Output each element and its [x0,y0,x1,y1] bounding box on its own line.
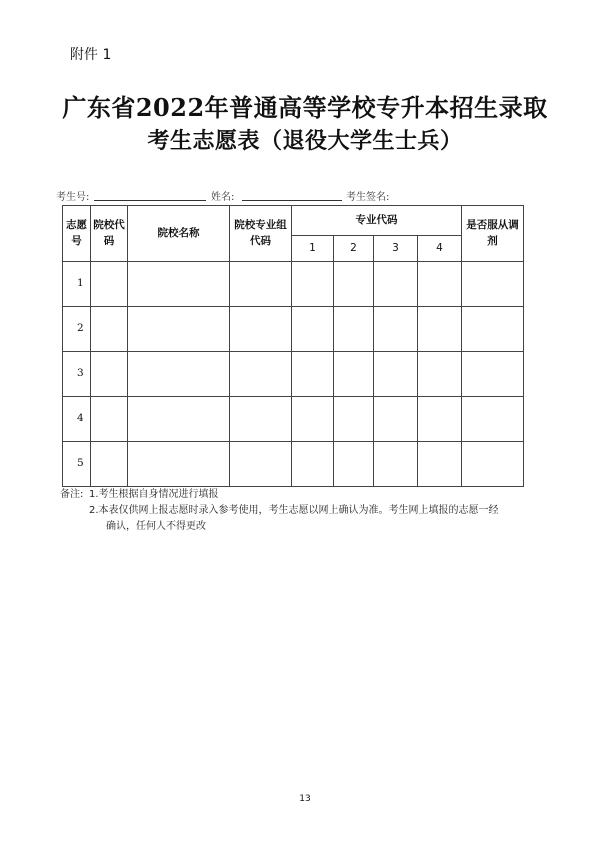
major-code-3-cell[interactable] [374,397,418,442]
school-code-cell[interactable] [91,397,128,442]
row-number: 3 [63,352,91,397]
major-code-4-cell[interactable] [418,397,462,442]
major-group-code-cell[interactable] [230,397,292,442]
note-item-2-line-2: 确认，任何人不得更改 [106,521,206,532]
major-code-1-cell[interactable] [292,397,334,442]
header-adjust: 是否服从调剂 [462,206,524,262]
school-name-cell[interactable] [128,307,230,352]
name-label: 姓名: [211,192,235,203]
exam-no-field[interactable] [94,200,206,201]
header-school-name: 院校名称 [128,206,230,262]
page-number: 13 [299,794,311,804]
notes-label: 备注: [60,489,84,500]
school-name-cell[interactable] [128,352,230,397]
title-line-1: 广东省2022年普通高等学校专升本招生录取 [62,93,548,122]
major-code-3-cell[interactable] [374,307,418,352]
table-row [63,442,524,487]
header-major-sub-3: 3 [374,236,418,262]
table-row [63,397,524,442]
major-code-1-cell[interactable] [292,442,334,487]
major-code-1-cell[interactable] [292,307,334,352]
major-group-code-cell[interactable] [230,307,292,352]
major-code-3-cell[interactable] [374,262,418,307]
major-code-2-cell[interactable] [334,262,374,307]
major-code-3-cell[interactable] [374,442,418,487]
row-number: 2 [63,307,91,352]
adjust-cell[interactable] [462,262,524,307]
signature-label: 考生签名: [346,192,390,203]
major-group-code-cell[interactable] [230,262,292,307]
header-major-sub-1: 1 [292,236,334,262]
major-code-4-cell[interactable] [418,442,462,487]
school-name-cell[interactable] [128,397,230,442]
major-code-2-cell[interactable] [334,442,374,487]
major-code-1-cell[interactable] [292,352,334,397]
school-code-cell[interactable] [91,442,128,487]
header-choice-no: 志愿号 [63,206,91,262]
school-code-cell[interactable] [91,352,128,397]
major-code-3-cell[interactable] [374,352,418,397]
school-code-cell[interactable] [91,262,128,307]
school-name-cell[interactable] [128,262,230,307]
major-group-code-cell[interactable] [230,352,292,397]
application-form-table [62,205,524,487]
major-code-4-cell[interactable] [418,352,462,397]
exam-no-label: 考生号: [56,192,90,203]
note-item-2-line-1: 2.本表仅供网上报志愿时录入参考使用，考生志愿以网上确认为准。考生网上填报的志愿一经 [89,505,499,516]
major-code-1-cell[interactable] [292,262,334,307]
applicant-info-row [56,188,556,204]
row-number: 5 [63,442,91,487]
row-number: 4 [63,397,91,442]
major-code-4-cell[interactable] [418,307,462,352]
header-school-code: 院校代码 [91,206,128,262]
title-line-2: 考生志愿表（退役大学生士兵） [147,128,463,154]
adjust-cell[interactable] [462,307,524,352]
table-row [63,262,524,307]
school-name-cell[interactable] [128,442,230,487]
attachment-label: 附件 1 [70,47,112,63]
name-field[interactable] [242,200,342,201]
school-code-cell[interactable] [91,307,128,352]
major-code-2-cell[interactable] [334,352,374,397]
adjust-cell[interactable] [462,352,524,397]
table-row [63,352,524,397]
header-major-code: 专业代码 [292,206,462,236]
note-item-1: 1.考生根据自身情况进行填报 [89,489,219,500]
major-group-code-cell[interactable] [230,442,292,487]
adjust-cell[interactable] [462,397,524,442]
major-code-2-cell[interactable] [334,397,374,442]
major-code-4-cell[interactable] [418,262,462,307]
major-code-2-cell[interactable] [334,307,374,352]
header-major-sub-2: 2 [334,236,374,262]
table-row [63,307,524,352]
header-major-group-code: 院校专业组代码 [230,206,292,262]
row-number: 1 [63,262,91,307]
header-major-sub-4: 4 [418,236,462,262]
adjust-cell[interactable] [462,442,524,487]
notes-section [60,487,540,535]
